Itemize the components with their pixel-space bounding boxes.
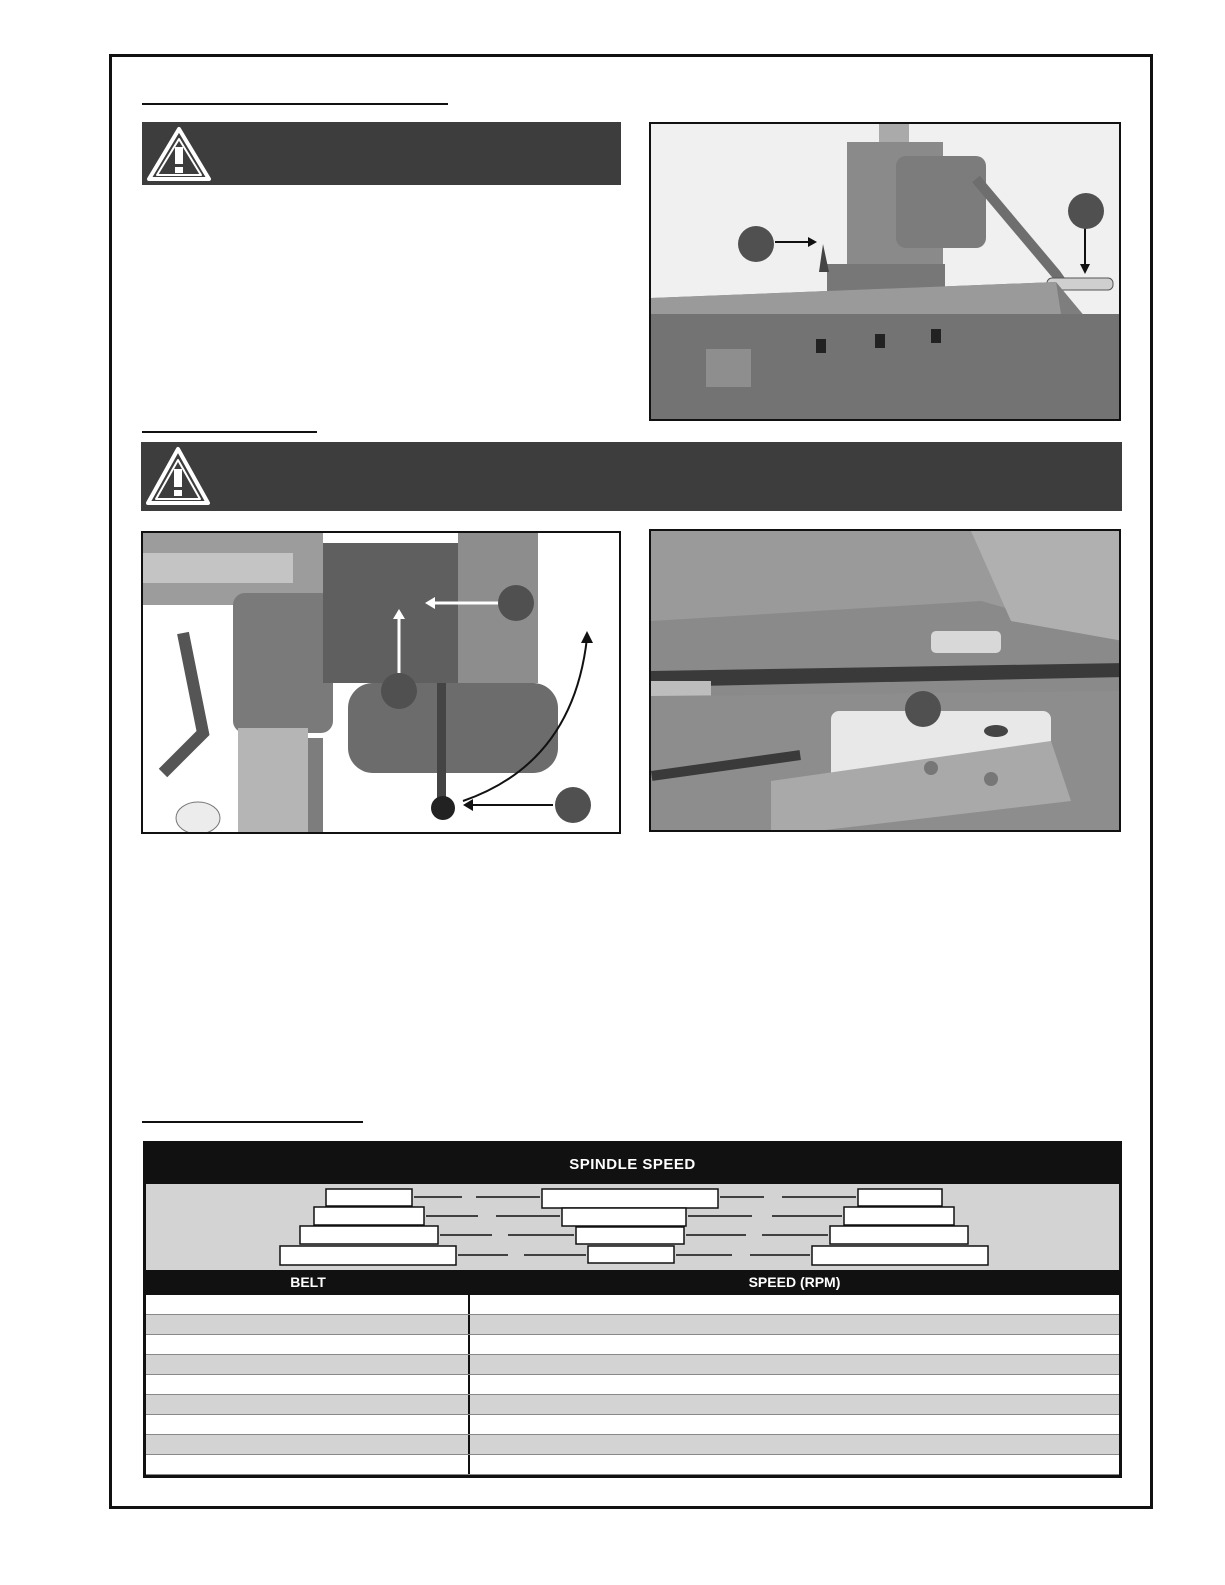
photo-motor-lever — [141, 531, 621, 834]
warning-triangle-icon — [145, 125, 213, 183]
table-title: SPINDLE SPEED — [146, 1144, 1119, 1184]
belt-cell — [146, 1435, 470, 1454]
speed-cell — [470, 1455, 1119, 1474]
photo-table-crank — [649, 122, 1121, 421]
speed-cell — [470, 1335, 1119, 1354]
table-row — [146, 1355, 1119, 1375]
section-heading-rule-1 — [142, 103, 448, 105]
table-row — [146, 1435, 1119, 1455]
speed-cell — [470, 1375, 1119, 1394]
table-row — [146, 1375, 1119, 1395]
belt-cell — [146, 1455, 470, 1474]
belt-cell — [146, 1395, 470, 1414]
section-heading-rule-3 — [142, 1121, 363, 1123]
pulley-diagram — [146, 1184, 1119, 1270]
belt-cell — [146, 1335, 470, 1354]
speed-cell — [470, 1415, 1119, 1434]
belt-cell — [146, 1355, 470, 1374]
table-row — [146, 1295, 1119, 1315]
warning-bar-1 — [142, 122, 621, 185]
table-row — [146, 1455, 1119, 1475]
table-row — [146, 1315, 1119, 1335]
speed-cell — [470, 1355, 1119, 1374]
speed-cell — [470, 1435, 1119, 1454]
section-heading-rule-2 — [142, 431, 317, 433]
spindle-speed-table — [143, 1141, 1122, 1478]
speed-cell — [470, 1315, 1119, 1334]
table-header-row — [146, 1270, 1119, 1295]
warning-bar-2 — [141, 442, 1122, 511]
table-row — [146, 1415, 1119, 1435]
column-header-speed: SPEED (RPM) — [748, 1274, 841, 1290]
warning-triangle-icon — [144, 445, 212, 507]
table-row — [146, 1395, 1119, 1415]
belt-cell — [146, 1415, 470, 1434]
table-row — [146, 1335, 1119, 1355]
column-header-belt: BELT — [290, 1274, 326, 1290]
photo-base-interior — [649, 529, 1121, 832]
belt-cell — [146, 1315, 470, 1334]
speed-cell — [470, 1295, 1119, 1314]
table-body — [146, 1295, 1119, 1475]
speed-cell — [470, 1395, 1119, 1414]
belt-cell — [146, 1295, 470, 1314]
belt-cell — [146, 1375, 470, 1394]
